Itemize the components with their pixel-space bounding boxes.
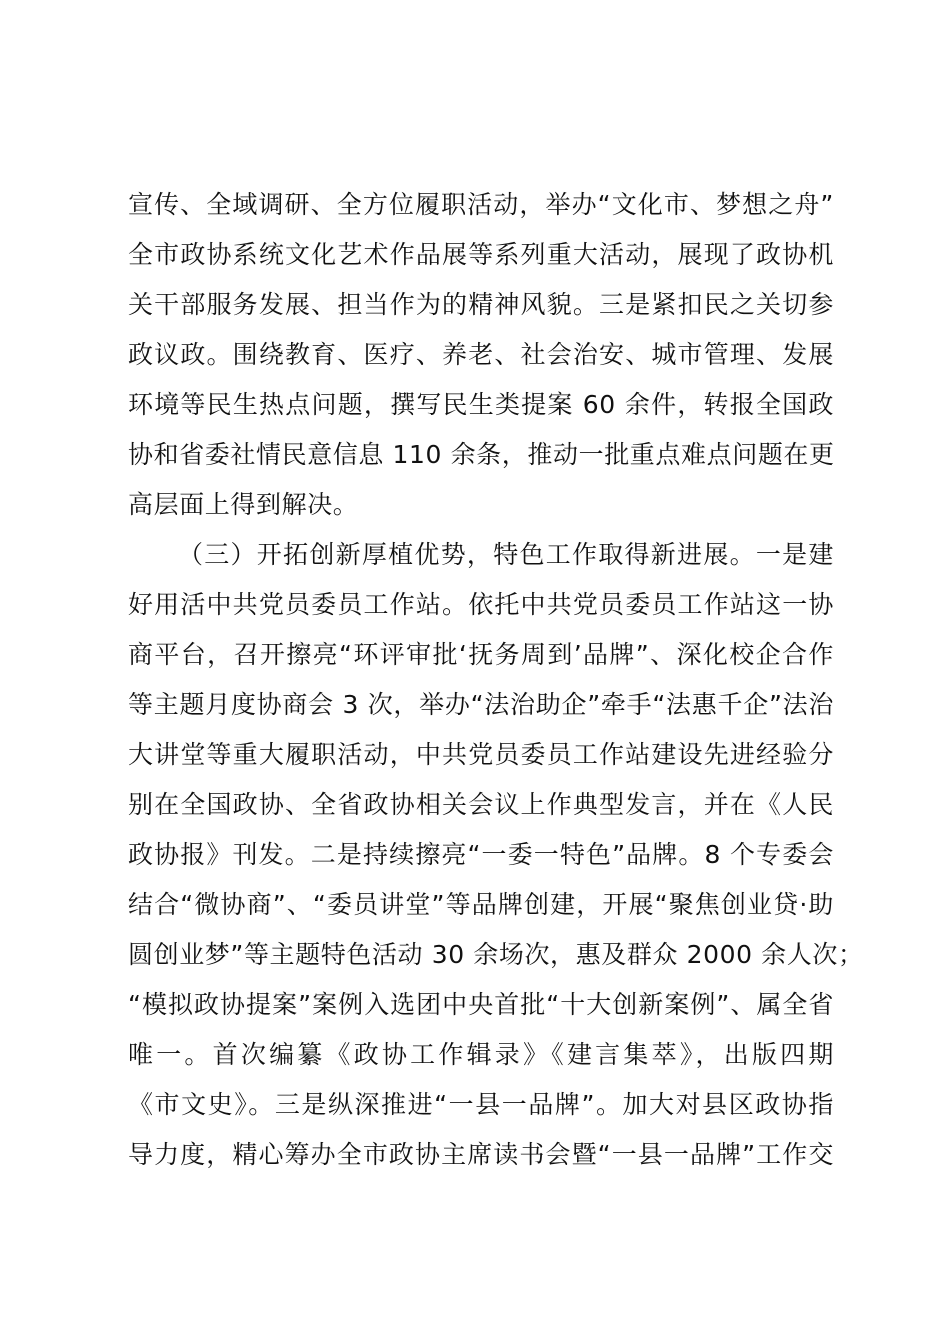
paragraph-line: （三）开拓创新厚植优势，特色工作取得新进展。一是建 <box>178 540 834 569</box>
paragraph-line: 《市文史》。三是纵深推进“一县一品牌”。加大对县区政协指 <box>128 1090 834 1119</box>
paragraph-line: 等主题月度协商会 3 次，举办“法治助企”牵手“法惠千企”法治 <box>128 690 834 719</box>
paragraph-line: “模拟政协提案”案例入选团中央首批“十大创新案例”、属全省 <box>128 990 834 1019</box>
paragraph-line: 宣传、全域调研、全方位履职活动，举办“文化市、梦想之舟” <box>128 190 834 219</box>
paragraph-line: 结合“微协商”、“委员讲堂”等品牌创建，开展“聚焦创业贷·助 <box>128 890 834 919</box>
paragraph-line: 大讲堂等重大履职活动，中共党员委员工作站建设先进经验分 <box>128 740 834 769</box>
paragraph-line: 协和省委社情民意信息 110 余条，推动一批重点难点问题在更 <box>128 440 835 469</box>
paragraph-line: 唯一。首次编纂《政协工作辑录》《建言集萃》，出版四期 <box>128 1040 834 1069</box>
paragraph-2 <box>128 530 864 1180</box>
paragraph-line: 圆创业梦”等主题特色活动 30 余场次，惠及群众 2000 余人次； <box>128 940 864 969</box>
paragraph-1 <box>128 180 834 530</box>
paragraph-line: 全市政协系统文化艺术作品展等系列重大活动，展现了政协机 <box>128 240 834 269</box>
paragraph-line: 政协报》刊发。二是持续擦亮“一委一特色”品牌。8 个专委会 <box>128 840 834 869</box>
paragraph-line: 别在全国政协、全省政协相关会议上作典型发言，并在《人民 <box>128 790 834 819</box>
paragraph-line: 导力度，精心筹办全市政协主席读书会暨“一县一品牌”工作交 <box>128 1140 834 1169</box>
document-body <box>128 180 864 1180</box>
paragraph-line: 环境等民生热点问题，撰写民生类提案 60 余件，转报全国政 <box>128 390 834 419</box>
paragraph-line: 高层面上得到解决。 <box>128 490 359 519</box>
paragraph-line: 政议政。围绕教育、医疗、养老、社会治安、城市管理、发展 <box>128 340 834 369</box>
paragraph-line: 好用活中共党员委员工作站。依托中共党员委员工作站这一协 <box>128 590 834 619</box>
paragraph-line: 关干部服务发展、担当作为的精神风貌。三是紧扣民之关切参 <box>128 290 834 319</box>
paragraph-line: 商平台，召开擦亮“环评审批‘抚务周到’品牌”、深化校企合作 <box>128 640 834 669</box>
